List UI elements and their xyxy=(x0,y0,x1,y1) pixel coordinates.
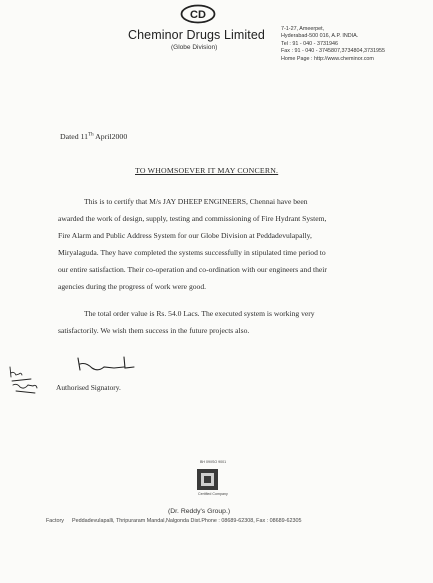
paragraph-line: Fire Alarm and Public Address System for our Globe Division at Peddadevulapally, xyxy=(58,231,312,240)
certification-number: BH 09/ISO 9001 xyxy=(200,460,227,464)
company-name: Cheminor Drugs Limited xyxy=(128,28,265,42)
group-name: (Dr. Reddy's Group.) xyxy=(168,508,231,515)
signature-scribble xyxy=(74,352,136,374)
certification-caption: Certified Company xyxy=(198,492,228,496)
paragraph-line: This is to certify that M/s JAY DHEEP ENGINEERS, Chennai have been xyxy=(84,197,308,206)
paragraph-line: The total order value is Rs. 54.0 Lacs. The executed system is working very xyxy=(84,309,315,318)
address-line: Tel : 91 - 040 - 3731946 xyxy=(281,40,338,47)
certification-mark xyxy=(197,469,218,490)
letter-date: Dated 11Th April2000 xyxy=(60,132,128,141)
letter-heading: TO WHOMSOEVER IT MAY CONCERN. xyxy=(135,166,279,175)
address-line: Fax : 91 - 040 - 3745807,3734804,3731955 xyxy=(281,48,386,55)
paragraph-line: our entire satisfaction. Their co-operation and co-ordination with our engineers and their xyxy=(58,265,327,274)
paragraph-line: awarded the work of design, supply, testing and commissioning of Fire Hydrant System, xyxy=(58,214,327,223)
address-line: 7-1-27, Ameerpet, xyxy=(281,26,325,32)
paragraph-line: Miryalaguda. They have completed the systems successfully in stipulated time period to xyxy=(58,248,326,257)
company-address xyxy=(281,26,385,63)
handwritten-note-stamp xyxy=(7,363,41,399)
company-logo xyxy=(180,4,216,24)
factory-address: Factory Peddadevulapalli, Thripuraram Mandal,Nalgonda Dist.Phone : 08689-62308, Fax : 08689-62305 xyxy=(46,518,302,524)
paragraph-line: agencies during the progress of work were good. xyxy=(58,282,207,291)
paragraph-line: satisfactorily. We wish them success in the future projects also. xyxy=(58,326,250,335)
signatory-label: Authorised Signatory. xyxy=(56,383,121,392)
address-line: Hyderabad-500 016, A.P. INDIA. xyxy=(281,33,359,40)
address-line: Home Page : http://www.cheminor.com xyxy=(281,55,374,62)
paragraph-order-value xyxy=(58,305,315,339)
division-name: (Globe Division) xyxy=(171,44,218,51)
paragraph-certification xyxy=(58,193,327,295)
svg-text:CD: CD xyxy=(190,9,206,21)
